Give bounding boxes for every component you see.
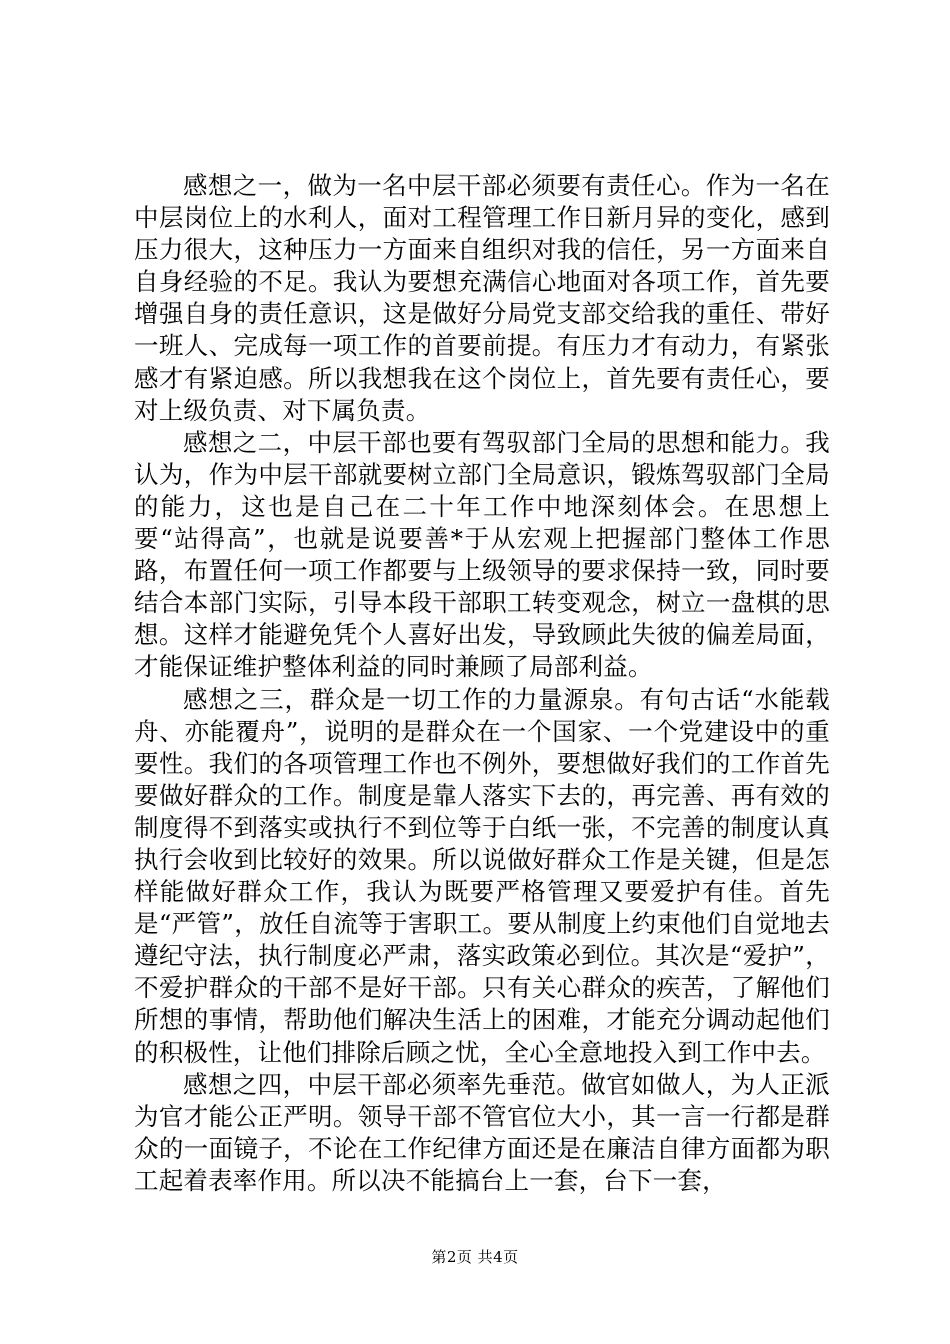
paragraph-2: 感想之二，中层干部也要有驾驭部门全局的思想和能力。我认为，作为中层干部就要树立部门全局意识，锻炼驾驭部门全局的能力，这也是自己在二十年工作中地深刻体会。在思想上要“站得高”，也就是说要善*于从宏观上把握部门整体工作思路，布置任何一项工作都要与上级领导的要求保持一致，同时要结合本部门实际，引导本段干部职工转变观念，树立一盘棋的思想。这样才能避免凭个人喜好出发，导致顾此失彼的偏差局面，才能保证维护整体利益的同时兼顾了局部利益。 bbox=[134, 427, 830, 682]
paragraph-1: 感想之一，做为一名中层干部必须要有责任心。作为一名在中层岗位上的水利人，面对工程管理工作日新月异的变化，感到压力很大，这种压力一方面来自组织对我的信任，另一方面来自自身经验的不足。我认为要想充满信心地面对各项工作，首先要增强自身的责任意识，这是做好分局党支部交给我的重任、带好一班人、完成每一项工作的首要前提。有压力才有动力，有紧张感才有紧迫感。所以我想我在这个岗位上，首先要有责任心，要对上级负责、对下属负责。 bbox=[134, 171, 830, 425]
document-body bbox=[134, 170, 830, 1197]
paragraph-3: 感想之三，群众是一切工作的力量源泉。有句古话“水能载舟、亦能覆舟”，说明的是群众在一个国家、一个党建设中的重要性。我们的各项管理工作也不例外，要想做好我们的工作首先要做好群众的工作。制度是靠人落实下去的，再完善、再有效的制度得不到落实或执行不到位等于白纸一张，不完善的制度认真执行会收到比较好的效果。所以说做好群众工作是关键，但是怎样能做好群众工作，我认为既要严格管理又要爱护有佳。首先是“严管”，放任自流等于害职工。要从制度上约束他们自觉地去遵纪守法，执行制度必严肃，落实政策必到位。其次是“爱护”，不爱护群众的干部不是好干部。只有关心群众的疾苦，了解他们所想的事情，帮助他们解决生活上的困难，才能充分调动起他们的积极性，让他们排除后顾之忧，全心全意地投入到工作中去。 bbox=[134, 684, 830, 1067]
page-number-footer: 第2页 共4页 bbox=[431, 1248, 519, 1266]
paragraph-4: 感想之四，中层干部必须率先垂范。做官如做人，为人正派为官才能公正严明。领导干部不管官位大小，其一言一行都是群众的一面镜子，不论在工作纪律方面还是在廉洁自律方面都为职工起着表率作用。所以决不能搞台上一套，台下一套， bbox=[134, 1069, 830, 1195]
